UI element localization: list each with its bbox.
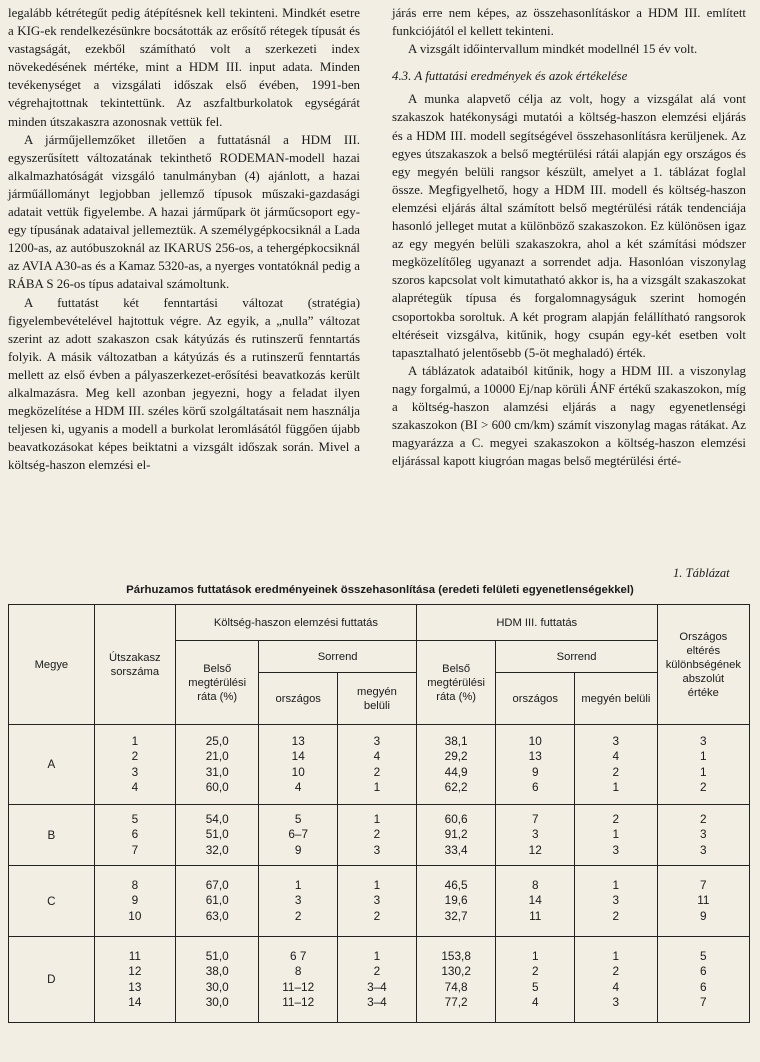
left-text-column (8, 4, 360, 474)
hdm-county-rank-cell (575, 805, 658, 866)
kh-rate-value: 54,0 (205, 811, 229, 826)
kh-national-rank-cell (259, 725, 338, 805)
hdm-rate-value-cell (416, 805, 496, 866)
kh-county-rank: 3 (373, 893, 381, 908)
hdm-national-rank: 4 (531, 995, 539, 1009)
kh-county-rank: 1 (373, 780, 381, 794)
kh-county-rank: 2 (373, 827, 381, 842)
hdm-county-rank: 1 (612, 877, 620, 892)
kh-rate-value: 67,0 (205, 877, 229, 892)
table-row (9, 866, 750, 937)
header-megye: Megye (9, 605, 95, 725)
kh-county-rank: 4 (373, 749, 381, 763)
kh-national-rank: 10 (291, 764, 305, 779)
kh-rate-value: 30,0 (205, 995, 229, 1009)
header-kh-order: Sorrend (259, 641, 416, 673)
hdm-national-rank: 12 (528, 842, 542, 857)
diff-value: 2 (700, 811, 707, 826)
kh-national-rank: 5 (294, 811, 302, 826)
hdm-national-rank: 7 (531, 811, 539, 826)
hdm-rate-value: 38,1 (444, 733, 468, 748)
kh-rate-value: 51,0 (205, 948, 229, 963)
kh-rate-value: 25,0 (205, 733, 229, 748)
kh-national-rank: 6 7 (290, 948, 307, 963)
hdm-national-rank: 5 (531, 979, 539, 994)
diff-value: 3 (700, 733, 707, 748)
hdm-national-rank-cell (496, 725, 575, 805)
kh-national-rank: 11–12 (282, 995, 315, 1009)
kh-national-rank-cell (259, 937, 338, 1023)
kh-county-rank: 3 (373, 842, 381, 857)
hdm-county-rank: 3 (612, 842, 620, 857)
kh-rate-value: 32,0 (205, 842, 229, 857)
results-table (8, 604, 750, 1023)
section-number: 5 (131, 811, 139, 826)
section-number: 10 (128, 908, 142, 923)
kh-national-rank: 4 (294, 780, 302, 794)
diff-value: 5 (700, 948, 707, 963)
kh-county-rank: 2 (373, 764, 381, 779)
section-number: 8 (131, 877, 139, 892)
hdm-county-rank: 4 (612, 979, 620, 994)
kh-rate-value-cell (175, 937, 258, 1023)
hdm-rate-value: 77,2 (444, 995, 468, 1009)
hdm-rate-value: 74,8 (444, 979, 468, 994)
county-label: C (9, 866, 95, 937)
header-kh-group: Költség-haszon elemzési futtatás (175, 605, 416, 641)
kh-county-rank: 3–4 (367, 995, 387, 1009)
header-utszakasz: Útszakasz sorszáma (94, 605, 175, 725)
diff-value: 2 (700, 780, 707, 794)
table-row (9, 805, 750, 866)
hdm-county-rank: 3 (612, 893, 620, 908)
hdm-county-rank-cell (575, 866, 658, 937)
kh-national-rank: 8 (294, 964, 302, 978)
county-label: D (9, 937, 95, 1023)
section-number: 12 (128, 964, 142, 978)
paragraph: A munka alapvető célja az volt, hogy a vizsgálat alá vont szakaszok hatékonysági mutatói a költség-haszon elemzési eljárás és a HDM III. modell segítségével összehasonlításra kerüljenek. Az egyes útszakaszok a belső megtérülési rátái alapján egy országos és egy megyén belüli rangsor készült, amelyet a 1. táblázat foglal össze. Megfigyelhető, hogy a HDM III. modell és költség-haszon elemzési eljárás által számított belső megtérülési ráták tendenciája hasonló jelleget mutat a különböző szakaszokon. Ez különösen igaz az egy megyén belüli szakaszokra, ahol a két számítási módszer megközelítőleg ugyanazt a sorrendet adja. Hasonlóan viszonylag szoros kapcsolat volt kimutatható akkor is, ha a vizsgált szakaszokat alaprétegük típusa és forgalomnagyságuk szerint homogén csoportokba soroltuk. A két program alapján felállítható rangsorok eltéréseit vizsgálva, kitűnik, hogy csupán egy-két esetben volt tapasztalható jelentősebb (5-öt meghaladó) érték. (392, 92, 746, 360)
section-number: 13 (128, 979, 142, 994)
section-number: 9 (131, 893, 139, 908)
kh-rate-value: 63,0 (205, 908, 229, 923)
paragraph: járás erre nem képes, az összehasonlításkor a HDM III. említett funkciójától el kellett tekinteni. (392, 6, 746, 39)
diff-value: 6 (700, 964, 707, 978)
hdm-rate-value: 33,4 (444, 842, 468, 857)
kh-county-rank-cell (337, 937, 416, 1023)
hdm-rate-value: 153,8 (441, 948, 471, 963)
diff-value-cell (657, 805, 749, 866)
kh-county-rank-cell (337, 725, 416, 805)
hdm-rate-value: 29,2 (444, 749, 468, 763)
kh-rate-value: 31,0 (205, 764, 229, 779)
kh-county-rank: 1 (373, 877, 381, 892)
hdm-national-rank-cell (496, 937, 575, 1023)
hdm-national-rank: 8 (531, 877, 539, 892)
kh-county-rank-cell (337, 866, 416, 937)
section-number: 6 (131, 827, 139, 842)
diff-value: 1 (700, 764, 707, 779)
header-hdm-megyen: megyén belüli (575, 673, 658, 725)
section-number: 4 (131, 780, 139, 794)
kh-rate-value-cell (175, 725, 258, 805)
hdm-county-rank-cell (575, 725, 658, 805)
kh-rate-value: 38,0 (205, 964, 229, 978)
section-number-cell (94, 937, 175, 1023)
diff-value: 1 (700, 749, 707, 763)
header-kh-megyen: megyén belüli (337, 673, 416, 725)
section-heading: 4.3. A futtatási eredmények és azok értékelése (392, 69, 628, 84)
hdm-rate-value: 32,7 (444, 908, 468, 923)
hdm-county-rank: 1 (612, 780, 620, 794)
hdm-county-rank: 2 (612, 764, 620, 779)
header-diff: Országos eltérés különbségének abszolút értéke (657, 605, 749, 725)
header-kh-orszagos: országos (259, 673, 338, 725)
hdm-national-rank-cell (496, 866, 575, 937)
header-hdm-orszagos: országos (496, 673, 575, 725)
kh-national-rank: 3 (294, 893, 302, 908)
kh-rate-value: 21,0 (205, 749, 229, 763)
hdm-rate-value: 44,9 (444, 764, 468, 779)
kh-national-rank: 11–12 (282, 979, 315, 994)
header-hdm-ratio: Belső megtérülési ráta (%) (416, 641, 496, 725)
hdm-county-rank: 2 (612, 811, 620, 826)
kh-national-rank: 13 (291, 733, 305, 748)
kh-county-rank: 3–4 (367, 979, 387, 994)
table-caption: 1. Táblázat (673, 566, 730, 580)
kh-county-rank: 1 (373, 948, 381, 963)
kh-county-rank-cell (337, 805, 416, 866)
kh-rate-value: 61,0 (205, 893, 229, 908)
section-number: 14 (128, 995, 142, 1009)
hdm-rate-value: 91,2 (444, 827, 468, 842)
diff-value: 7 (700, 877, 707, 892)
hdm-national-rank: 13 (528, 749, 542, 763)
diff-value-cell (657, 866, 749, 937)
hdm-county-rank-cell (575, 937, 658, 1023)
hdm-national-rank: 10 (528, 733, 542, 748)
hdm-rate-value-cell (416, 937, 496, 1023)
section-number: 2 (131, 749, 139, 763)
diff-value: 3 (700, 827, 707, 842)
kh-national-rank: 1 (294, 877, 302, 892)
kh-national-rank: 14 (291, 749, 305, 763)
hdm-county-rank: 3 (612, 995, 620, 1009)
county-label: A (9, 725, 95, 805)
paragraph: A vizsgált időintervallum mindkét modellnél 15 év volt. (408, 42, 698, 57)
hdm-rate-value: 60,6 (444, 811, 468, 826)
hdm-national-rank-cell (496, 805, 575, 866)
table-title: Párhuzamos futtatások eredményeinek összehasonlítása (eredeti felületi egyenetlenségekkel) (126, 584, 634, 596)
hdm-rate-value: 62,2 (444, 780, 468, 794)
kh-national-rank: 6–7 (288, 827, 309, 842)
hdm-county-rank: 2 (612, 908, 620, 923)
header-hdm-group: HDM III. futtatás (416, 605, 657, 641)
kh-rate-value-cell (175, 866, 258, 937)
kh-national-rank: 9 (294, 842, 302, 857)
hdm-national-rank: 2 (531, 964, 539, 978)
hdm-county-rank: 1 (612, 948, 620, 963)
kh-rate-value: 51,0 (205, 827, 229, 842)
table-body (9, 725, 750, 1023)
hdm-county-rank: 2 (612, 964, 620, 978)
paragraph: A futtatást két fenntartási változat (stratégia) figyelembevételével hajtottuk végre. Az egyik, a „nulla” változat szerint az adott szakaszon csak kátyúzás és rutinszerű fenntartás folyik. A másik változatban a kátyúzás és a rutinszerű fenntartás mellett az első évben a pályaszerkezet-erősítési beavatkozás került alkalmazásra. Meg kell azonban jegyezni, hogy a feladat ilyen megközelítése a HDM III. széles körű szolgáltatásait nem használja teljesen ki, ugyanis a modell a burkolat leromlásától függően újabb beavatkozásokat képes beiktatni a vizsgált időszak során. Mivel a költség-haszon elemzési el- (8, 295, 360, 473)
hdm-county-rank: 3 (612, 733, 620, 748)
county-label: B (9, 805, 95, 866)
kh-rate-value: 60,0 (205, 780, 229, 794)
hdm-county-rank: 4 (612, 749, 620, 763)
header-hdm-order: Sorrend (496, 641, 657, 673)
hdm-national-rank: 9 (531, 764, 539, 779)
hdm-rate-value-cell (416, 866, 496, 937)
kh-rate-value-cell (175, 805, 258, 866)
hdm-county-rank: 1 (612, 827, 620, 842)
diff-value: 6 (700, 979, 707, 994)
hdm-rate-value: 130,2 (441, 964, 471, 978)
kh-county-rank: 2 (373, 964, 381, 978)
diff-value-cell (657, 725, 749, 805)
paragraph: A járműjellemzőket illetően a futtatásnál a HDM III. egyszerűsített változatának tekinthető RODEMAN-modell hazai alkalmazhatóságát vizsgáló tanulmányban (4) ajánlott, a hazai járműállományt legjobban jellemző típusok műszaki-gazdasági adatait vettük figyelembe. A hazai járműpark öt járműcsoport egy-egy típusának adataival jellemeztük. A személygépkocsiknál a Lada 1200-as, az autóbuszoknál az IKARUS 256-os, a tehergépkocsiknál az AVIA A30-as és a Kamaz 5320-as, a nyerges vontatóknál pedig a RÁBA S 26-os típus adataival számoltunk. (8, 132, 360, 292)
section-number: 1 (131, 733, 139, 748)
table-row (9, 725, 750, 805)
diff-value-cell (657, 937, 749, 1023)
diff-value: 7 (700, 995, 707, 1009)
kh-national-rank: 2 (294, 908, 302, 923)
hdm-national-rank: 11 (529, 908, 542, 923)
hdm-national-rank: 3 (531, 827, 539, 842)
hdm-national-rank: 1 (531, 948, 539, 963)
section-number-cell (94, 725, 175, 805)
diff-value: 9 (700, 908, 707, 923)
paragraph: A táblázatok adataiból kitűnik, hogy a HDM III. a viszonylag nagy forgalmú, a 10000 Ej/nap körüli ÁNF értékű szakaszokon, míg a költség-haszon alamzési eljárás a nagy egyenetlenségi szakaszokon (BI > 600 cm/km) számít viszonylag magas rátákat. Az magyarázza a C. megyei szakaszokon a költség-haszon elemzési eljárással kapott kiugróan magas belső megtérülési érté- (392, 363, 746, 469)
kh-national-rank-cell (259, 866, 338, 937)
kh-county-rank: 2 (373, 908, 381, 923)
section-number-cell (94, 866, 175, 937)
kh-county-rank: 3 (373, 733, 381, 748)
paragraph: legalább kétrétegűt pedig átépítésnek kell tekinteni. Mindkét esetre a KIG-ek rendelkezésünkre bocsátották az erősítő rétegek típusát és vastagságát, ezekből számítható volt a szerkezeti index növekedésének mértéke, mint a HDM III. input adata. Minden tevékenységet a vizsgálati időszak első évében, 1991-ben végrehajtottnak tekintettünk. Az aszfaltburkolatok egységárát minden útszakaszra azonosnak vettük fel. (8, 6, 360, 129)
section-number: 7 (131, 842, 139, 857)
header-kh-ratio: Belső megtérülési ráta (%) (175, 641, 258, 725)
kh-national-rank-cell (259, 805, 338, 866)
diff-value: 11 (697, 893, 710, 908)
section-number: 11 (128, 948, 141, 963)
section-number: 3 (131, 764, 139, 779)
hdm-national-rank: 6 (531, 780, 539, 794)
hdm-rate-value: 46,5 (444, 877, 468, 892)
kh-rate-value: 30,0 (205, 979, 229, 994)
section-number-cell (94, 805, 175, 866)
hdm-rate-value-cell (416, 725, 496, 805)
kh-county-rank: 1 (373, 811, 381, 826)
diff-value: 3 (700, 842, 707, 857)
right-text-column (392, 4, 746, 470)
hdm-national-rank: 14 (528, 893, 542, 908)
table-row (9, 937, 750, 1023)
hdm-rate-value: 19,6 (444, 893, 468, 908)
